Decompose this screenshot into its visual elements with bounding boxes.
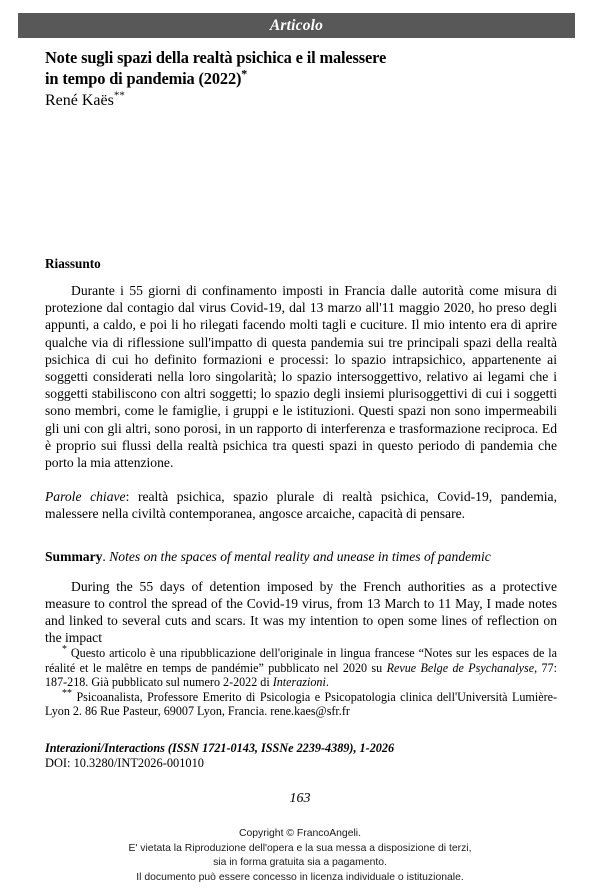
abstract-section: [45, 256, 557, 647]
summary-heading-line: [45, 548, 557, 565]
footnote-block: [45, 643, 557, 719]
page-title: [45, 48, 557, 89]
running-head-label: Articolo: [269, 16, 324, 34]
running-head-bar: [18, 13, 575, 38]
author-name: [45, 91, 557, 111]
citation-doi-line: DOI: 10.3280/INT2026-001010: [45, 756, 204, 770]
journal-citation: [45, 741, 557, 771]
summary-separator: .: [102, 548, 110, 564]
footnote-marker: **: [62, 687, 72, 699]
citation-journal-line: [45, 741, 557, 756]
footnote-item: [45, 643, 557, 690]
article-title-line-1: Note sugli spazi della realtà psichica e il malessere: [45, 48, 387, 67]
footnote-text-part: Psicoanalista, Professore Emerito di Psicologia e Psicopatologia clinica dell'Università Lumière-Lyon 2. 86 Rue Pasteur, 69007 Lyon, Francia. rene.kaes@sfr.fr: [45, 689, 557, 719]
footnote-italic-part: Interazioni: [272, 675, 326, 690]
summary-label: Summary: [45, 548, 103, 564]
copyright-notice: [0, 827, 600, 885]
page-number: 163: [289, 791, 311, 806]
copyright-line-1: Copyright © FrancoAngeli.: [238, 828, 361, 839]
copyright-line-4: Il documento può essere concesso in licenza individuale o istituzionale.: [136, 871, 464, 883]
footnote-item: [45, 687, 557, 719]
footnote-text-part: .: [325, 675, 329, 690]
citation-journal-text: Interazioni/Interactions (ISSN 1721-0143, ISSNe 2239-4389), 1-2026: [45, 741, 395, 755]
keywords-separator: :: [125, 489, 138, 505]
author-footnote-marker: **: [113, 89, 125, 102]
title-block: [45, 48, 557, 111]
abstract-heading: Riassunto: [45, 256, 101, 271]
footnote-marker: *: [62, 643, 67, 655]
footnote-text-part: , 77: 187-218. Già pubblicato sul numero 2-2022 di: [45, 660, 557, 690]
footnote-italic-part: Revue Belge de Psychanalyse: [386, 660, 535, 675]
abstract-paragraph: Durante i 55 giorni di confinamento imposti in Francia dalle autorità come misura di protezione dal contagio dal virus Covid-19, dal 13 marzo all'11 maggio 2020, ho preso degli appunti, a caldo, e poi li ho rilegati facendo molti tagli e cuciture. Il mio intento era di aprire qualche via di riflessione sull'impatto di questa pandemia sui tre principali spazi della realtà psichica di cui ho definito formazioni e processi: lo spazio intrapsichico, appartenente ai soggetti considerati nella loro singolarità; lo spazio intersoggettivo, relativo ai legami che i soggetti stabiliscono con altri soggetti; lo spazio degli insiemi plurisoggettivi di cui i soggetti sono membri, come le famiglie, i gruppi e le istituzioni. Questi spazi non sono impermeabili gli uni con gli altri, sono porosi, in un rapporto di interferenza e trasformazione reciproca. Ed è proprio sui flussi della realtà psichica tra questi spazi in questo periodo di pandemia che porto la mia attenzione.: [45, 283, 557, 471]
copyright-line-2: E' vietata la Riproduzione dell'opera e la sua messa a disposizione di terzi,: [128, 842, 472, 854]
summary-title: Notes on the spaces of mental reality and unease in times of pandemic: [109, 548, 491, 564]
article-title-line-2: in tempo di pandemia (2022): [45, 68, 242, 88]
summary-paragraph: During the 55 days of detention imposed by the French authorities as a protective measure to control the spread of the Covid-19 virus, from 13 March to 11 May, I made notes and linked to several cuts and scars. It was my intention to open some lines of reflection on the impact: [45, 578, 557, 646]
footnote-text-part: Questo articolo è una ripubblicazione dell'originale in lingua francese “Notes sur les espaces de la réalité et le malêtre en temps de pandémie” pubblicato nel 2020 su: [45, 646, 557, 675]
keywords-label: Parole chiave: [45, 489, 126, 505]
keywords-line: [45, 488, 557, 522]
author-label: René Kaës: [45, 92, 114, 109]
keywords-text: realtà psichica, spazio plurale di realtà psichica, Covid-19, pandemia, malessere nella civiltà contemporanea, angosce arcaiche, capacità di pensare.: [45, 489, 557, 522]
title-footnote-marker: *: [241, 66, 248, 81]
copyright-line-3: sia in forma gratuita sia a pagamento.: [213, 857, 387, 869]
